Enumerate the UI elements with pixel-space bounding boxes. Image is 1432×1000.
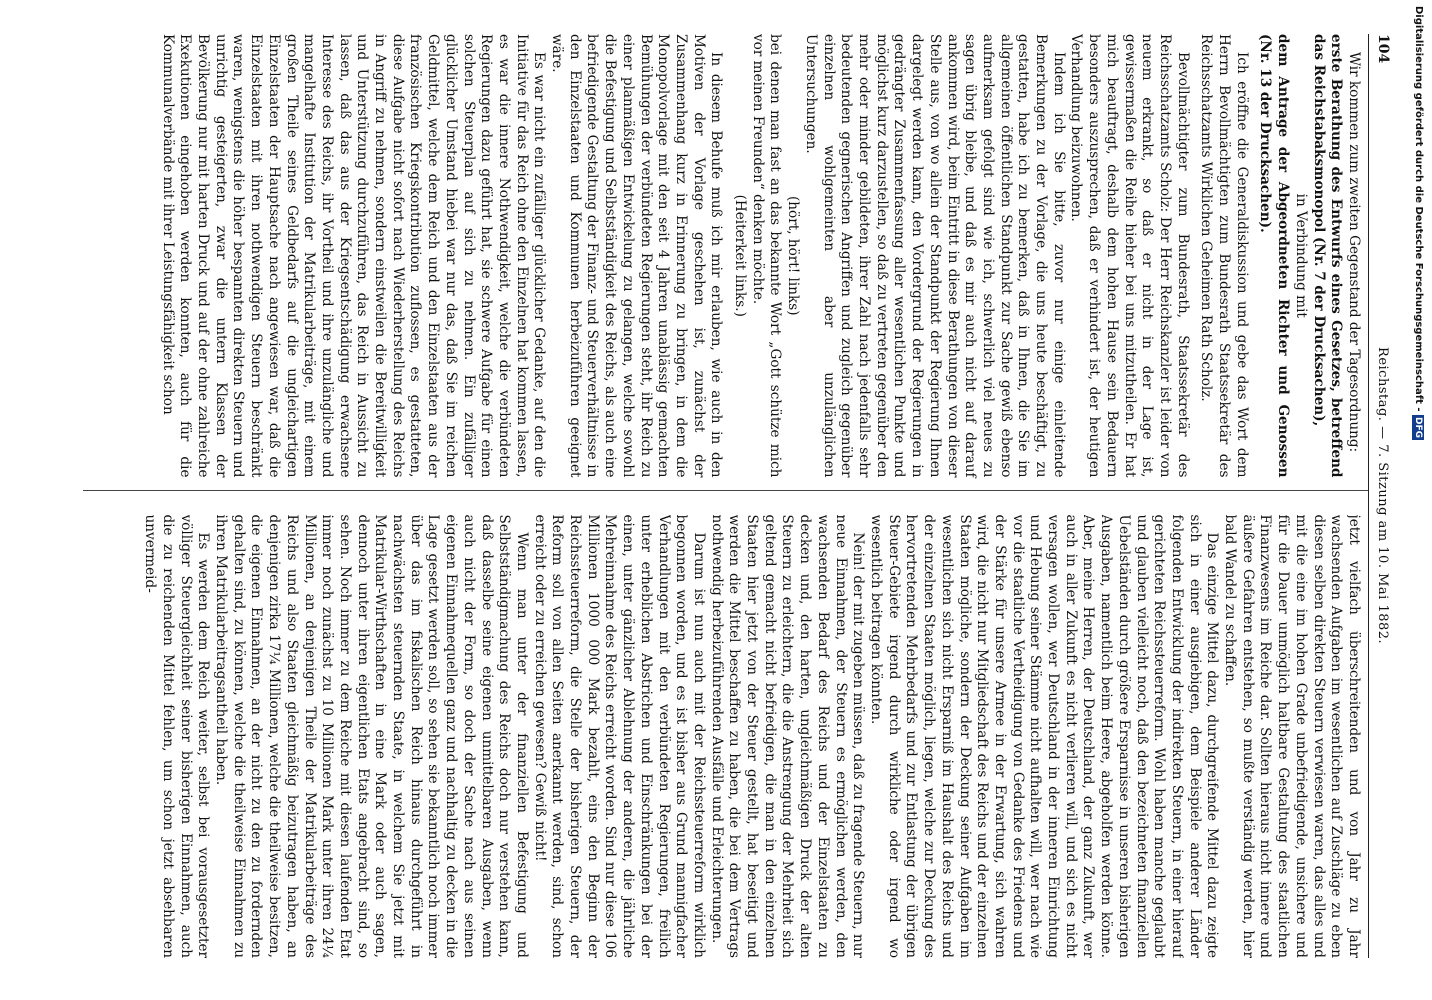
agenda-item-1: erste Berathung des Entwurfs eines Gesetzes, betreffend das Reichstabaksmonopol (Nr. 7 der Drucksachen), [1310, 34, 1345, 478]
paragraph: Es werden dem Reich weiter, selbst bei vorausgesetzter völliger Steuergleichheit seiner bisherigen Einnahmen, auch die zu reichenden Mittel fehlen, um schon jetzt absehbaren unvermeid- [142, 514, 212, 958]
paragraph: In diesem Behufe muß ich mir erlauben, wie auch in den Motiven der Vorlage geschehen ist, zunächst der Zusammenhang kurz in Erinnerung zu bringen, in dem die Monopolvorlage mit den seit 4 Jahren unablässig gemachten Bemühungen der verbündeten Regierungen steht, ihr Reich zu einer planmäßigen Entwickelung zu gelangen, welche sowohl die Befestigung und Selbstständigkeit des Reichs, als auch eine befriedigende Gestaltung der Finanz- und Steuerverhältnisse in den Einzelstaaten und Kommunen herbeizuführen geeignet wäre. [549, 34, 725, 478]
agenda-connector: in Verbindung mit [1292, 193, 1309, 318]
paragraph: Nein! der mit zugeben müssen, daß zu fragende Steuern, nur neue Einnahmen, der Steuern es ermöglichen werden, den wachsenden Bedarf des Reichs und der Einzelstaaten zu decken und, den harten, ungleichmäßigen Druck der alten Steuern zu erleichtern, die die Anstrengung der Mehrheit sich geltend gemacht nicht befriedigen, die man in den einzelnen Staaten hier jetzt von der Steuer gestellt, hat beseitigt und werden die Mittel beschaffen zu haben, die bei dem Vertrags nothwendig herbeizuführenden Ausfälle und Erleichterungen. [708, 514, 867, 958]
rotated-page [61, 0, 1401, 1000]
agenda-intro: Wir kommen zum zweiten Gegenstand der Tagesordnung: [1346, 52, 1362, 453]
paragraph: Es war nicht ein zufälliger glücklicher Gedanke, auf den die Initiative für das Reich ohne den Einzelnen hat kommen lassen, es war die innere Nothwendigkeit, welche die verbündeten Regierungen dazu geführt hat, sie schwere Aufgabe für einen solchen Steuerplan auf sich zu nehmen. Ein zufälliger glücklicher Umstand hiebei war nur das, daß Sie im reichen Geldmittel, welche dem Reich und den Einzelstaaten aus der französischen Kriegskontribution zuflossen, es gestatteten, diese Aufgabe nicht sofort nach Wiederherstellung des Reichs in Angriff zu nehmen, sondern einstweilen die Bereitwilligkeit und Unterstützung durchzuführen, das Reich in Aussicht zu lassen, daß das aus der Kriegsentschädigung erwachsene Interesse des Reichs, ihr Vortheil und ihre unzulängliche und mangelhafte Institution der Matrikularbeiträge, mit einem großen Theile seines Geldbedarfs auf die ungleichartigen Einzelstaaten der Hauptsache nach angewiesen war, daß die Einzelstaaten mit ihren nothwendigen Steuern beschränkt waren, wenigstens die höher bespannten direkten Steuern und unrichtig gesteigerten, zwar die untern Klassen der Bevölkerung nur mit harten Druck und auf der ohne zahlreiche Exekutionen eingehoben werden konnten, auch für die Kommunalverbände mit ihrer Leistungsfähigkeit schon [159, 34, 548, 478]
paragraph: Wenn man unter der finanziellen Befestigung und Selbstständigmachung des Reichs doch nur verstehen kann, daß dasselbe seine eigenen unmittelbaren Ausgaben, wenn auch nicht der Form, so doch der Sache nach aus seinen eigenen Einnahmequellen ganz und nachhaltig zu decken in die Lage gesetzt werden soll, so sehen sie bekanntlich noch immer über das im fiskalischen Reich hinaus durchgeführt in nachwächsten steuernden Staate, in welchem Sie jetzt mit Matrikular-Wirthschaften in eine Mark oder auch sagen, dennoch unter ihren eigentlichen Etats angebracht sind, so sehen. Noch immer zu dem Reiche mit diesen laufenden Etat immer noch zunächst zu 10 Millionen Mark unter ihren 24¼ Millionen, an denjenigen Theile der Matrikularbeiträge des Reichs und also Staaten gleichmäßig beizutragen haben, an denjenigen zirka 17¼ Millionen, welche die theilweise besitzen, die eigenen Einnahmen, an der nicht zu den zu fordernden gehalten sind, zu können, welche die theilweise Einnahmen zu ihren Matrikularbeitragsantheil haben. [213, 514, 530, 958]
right-column [83, 515, 1368, 959]
page-header [1368, 34, 1397, 958]
digitization-credit: Digitalisierung gefördert durch die Deutsche Forschungsgemeinschaft - [1413, 6, 1424, 412]
text-columns [83, 34, 1368, 958]
page-running-title: Reichstag. — 7. Sitzung am 10. Mai 1882. [1375, 347, 1390, 645]
paragraph: Darum ist nun auch mit der Reichssteuerreform wirklich begonnen worden, und es ist bisher aus Grund mannigfacher Verhandlungen mit den verbündeten Regierungen, freilich unter erheblichen Abstrichen und Einschränkungen bei der einen, unter gänzlicher Ablehnung der anderen, die jährliche Mehreinnahme des Reichs erreicht worden. Sind nur diese 106 Millionen 1000 000 Mark bezahlt, eins den Beginn der Reichssteuerreform, die Stelle der bisherigen Steuern, der Reform soll von allen Seiten anerkannt werden, sind, schon erreicht oder zu erreichen gewesen? Gewiß nicht! [531, 514, 707, 958]
interjection: (Heiterkeit links.) [732, 194, 749, 317]
paragraph: bei denen man fast an das bekannte Wort „Gott schütze mich vor meinen Freunden“ denken möchte. [749, 34, 784, 478]
paragraph: jetzt vielfach überschreitenden und von Jahr zu Jahr wachsenden Aufgaben im wesentlichen auf Zuschläge zu eben diesen selben direkten Steuern verwiesen waren, das alles und mit die eine im hohen Grade unbefriedigende, unsichere und für die Dauer unmöglich haltbare Gestaltung des staatlichen Finanzwesens im Reiche dar. Sollten hieraus nicht innere und äußere Gefahren entstehen, so mußte verständig werden, hier bald Wandel zu schaffen. [1222, 514, 1362, 958]
dfg-logo: DFG [1413, 417, 1423, 439]
left-column [83, 34, 1368, 491]
digitization-credit-strip [1402, 0, 1432, 1000]
paragraph: Indem ich Sie bitte, zuvor nur einige einleitende Bemerkungen zu der Vorlage, die uns heute beschäftigt, zu gestatten, habe ich zu bemerken, daß in Ihnen, die Sie im allgemeinen öffentlichen Standpunkt zur Sache gewiß ebenso aufmerksam gefolgt sind wie ich, schwerlich viel neues zu sagen übrig bleibe, und daß es mir auch nicht auf darauf ankommen wird, beim Eintritt in diese Berathungen von dieser Stelle aus, von wo allein der Standpunkt der Regierung Ihnen dargelegt werden kann, den Vordergrund der Regierungen in gedrängter Zusammenfassung aller wesentlichen Punkte und möglichst kurz darzustellen, so daß zu vertreten gegenüber den mehr oder minder gebildeten, ihrer Zahl nach jedenfalls sehr bedeutenden gegnerischen Angriffen und zugleich gegenüber einzelnen wohlgemeinten aber unzulänglichen Untersuchungen. [802, 34, 1067, 478]
paragraph: Ich eröffne die Generaldiskussion und gebe das Wort dem Herrn Bevollmächtigten zum Bundesrath Staatssekretär des Reichsschatzamts Wirklichen Geheimen Rath Scholz. [1198, 34, 1250, 478]
agenda-item-2: dem Antrage der Abgeordneten Richter und Genossen (Nr. 13 der Drucksachen). [1257, 34, 1292, 478]
paragraph: Das einzige Mittel dazu, durchgreifende Mittel dazu zeigte sich in einer ausgiebigen, dem Beispiele anderer Länder folgenden Entwicklung der indirekten Steuern, in einer hierauf gerichteten Reichssteuerreform. Wohl haben manche geglaubt und glauben vielleicht noch, daß den bezeichneten finanziellen Uebelständen durch größere Ersparnisse in unseren bisherigen Ausgaben, namentlich beim Heere, abgeholfen werden könne. Aber, meine Herren, der Deutschland, der ganz Zukunft, wer auch in aller Zukunft es nicht verlieren will, und sich es nicht versagen wollen, wer Deutschland in der inneren Einrichtung und Hebung seiner Stämme nicht aufhalten will, wer nach wie vor die staatliche Vertheidigung von Gedanke des Friedens und der Stärke für unsere Armee in der Erwartung, sich wahren wird, die nicht nur Mitgliedschaft des Reichs und der einzelnen Staaten mögliche, sondern der Deckung seiner Aufgaben im wesentlichen sich nicht Ersparniß im Haushalt des Reichs und der einzelnen Staaten möglich, liegen, welche zur Deckung des hervortretenden Mehrbedarfs und zur Entlastung der übrigen Steuer-Gebiete irgend durch wirkliche oder irgend wo wesentlich beitragen könnten. [868, 514, 1221, 958]
paragraph: Bevollmächtigter zum Bundesrath, Staatssekretär des Reichsschatzamts Scholz: Der Herr Reichskanzler ist leider von neuem erkrankt, so daß er nicht in der Lage ist, gewissermaßen die Reihe hieher bei uns mitzutheilen. Er hat mich beauftragt, deshalb dem hohen Hause sein Bedauern besonders auszusprechen, daß er verhindert ist, der heutigen Verhandlung beizuwohnen. [1068, 34, 1191, 478]
interjection: (hört, hört! links) [785, 196, 802, 316]
page-number: 104 [1375, 34, 1391, 64]
